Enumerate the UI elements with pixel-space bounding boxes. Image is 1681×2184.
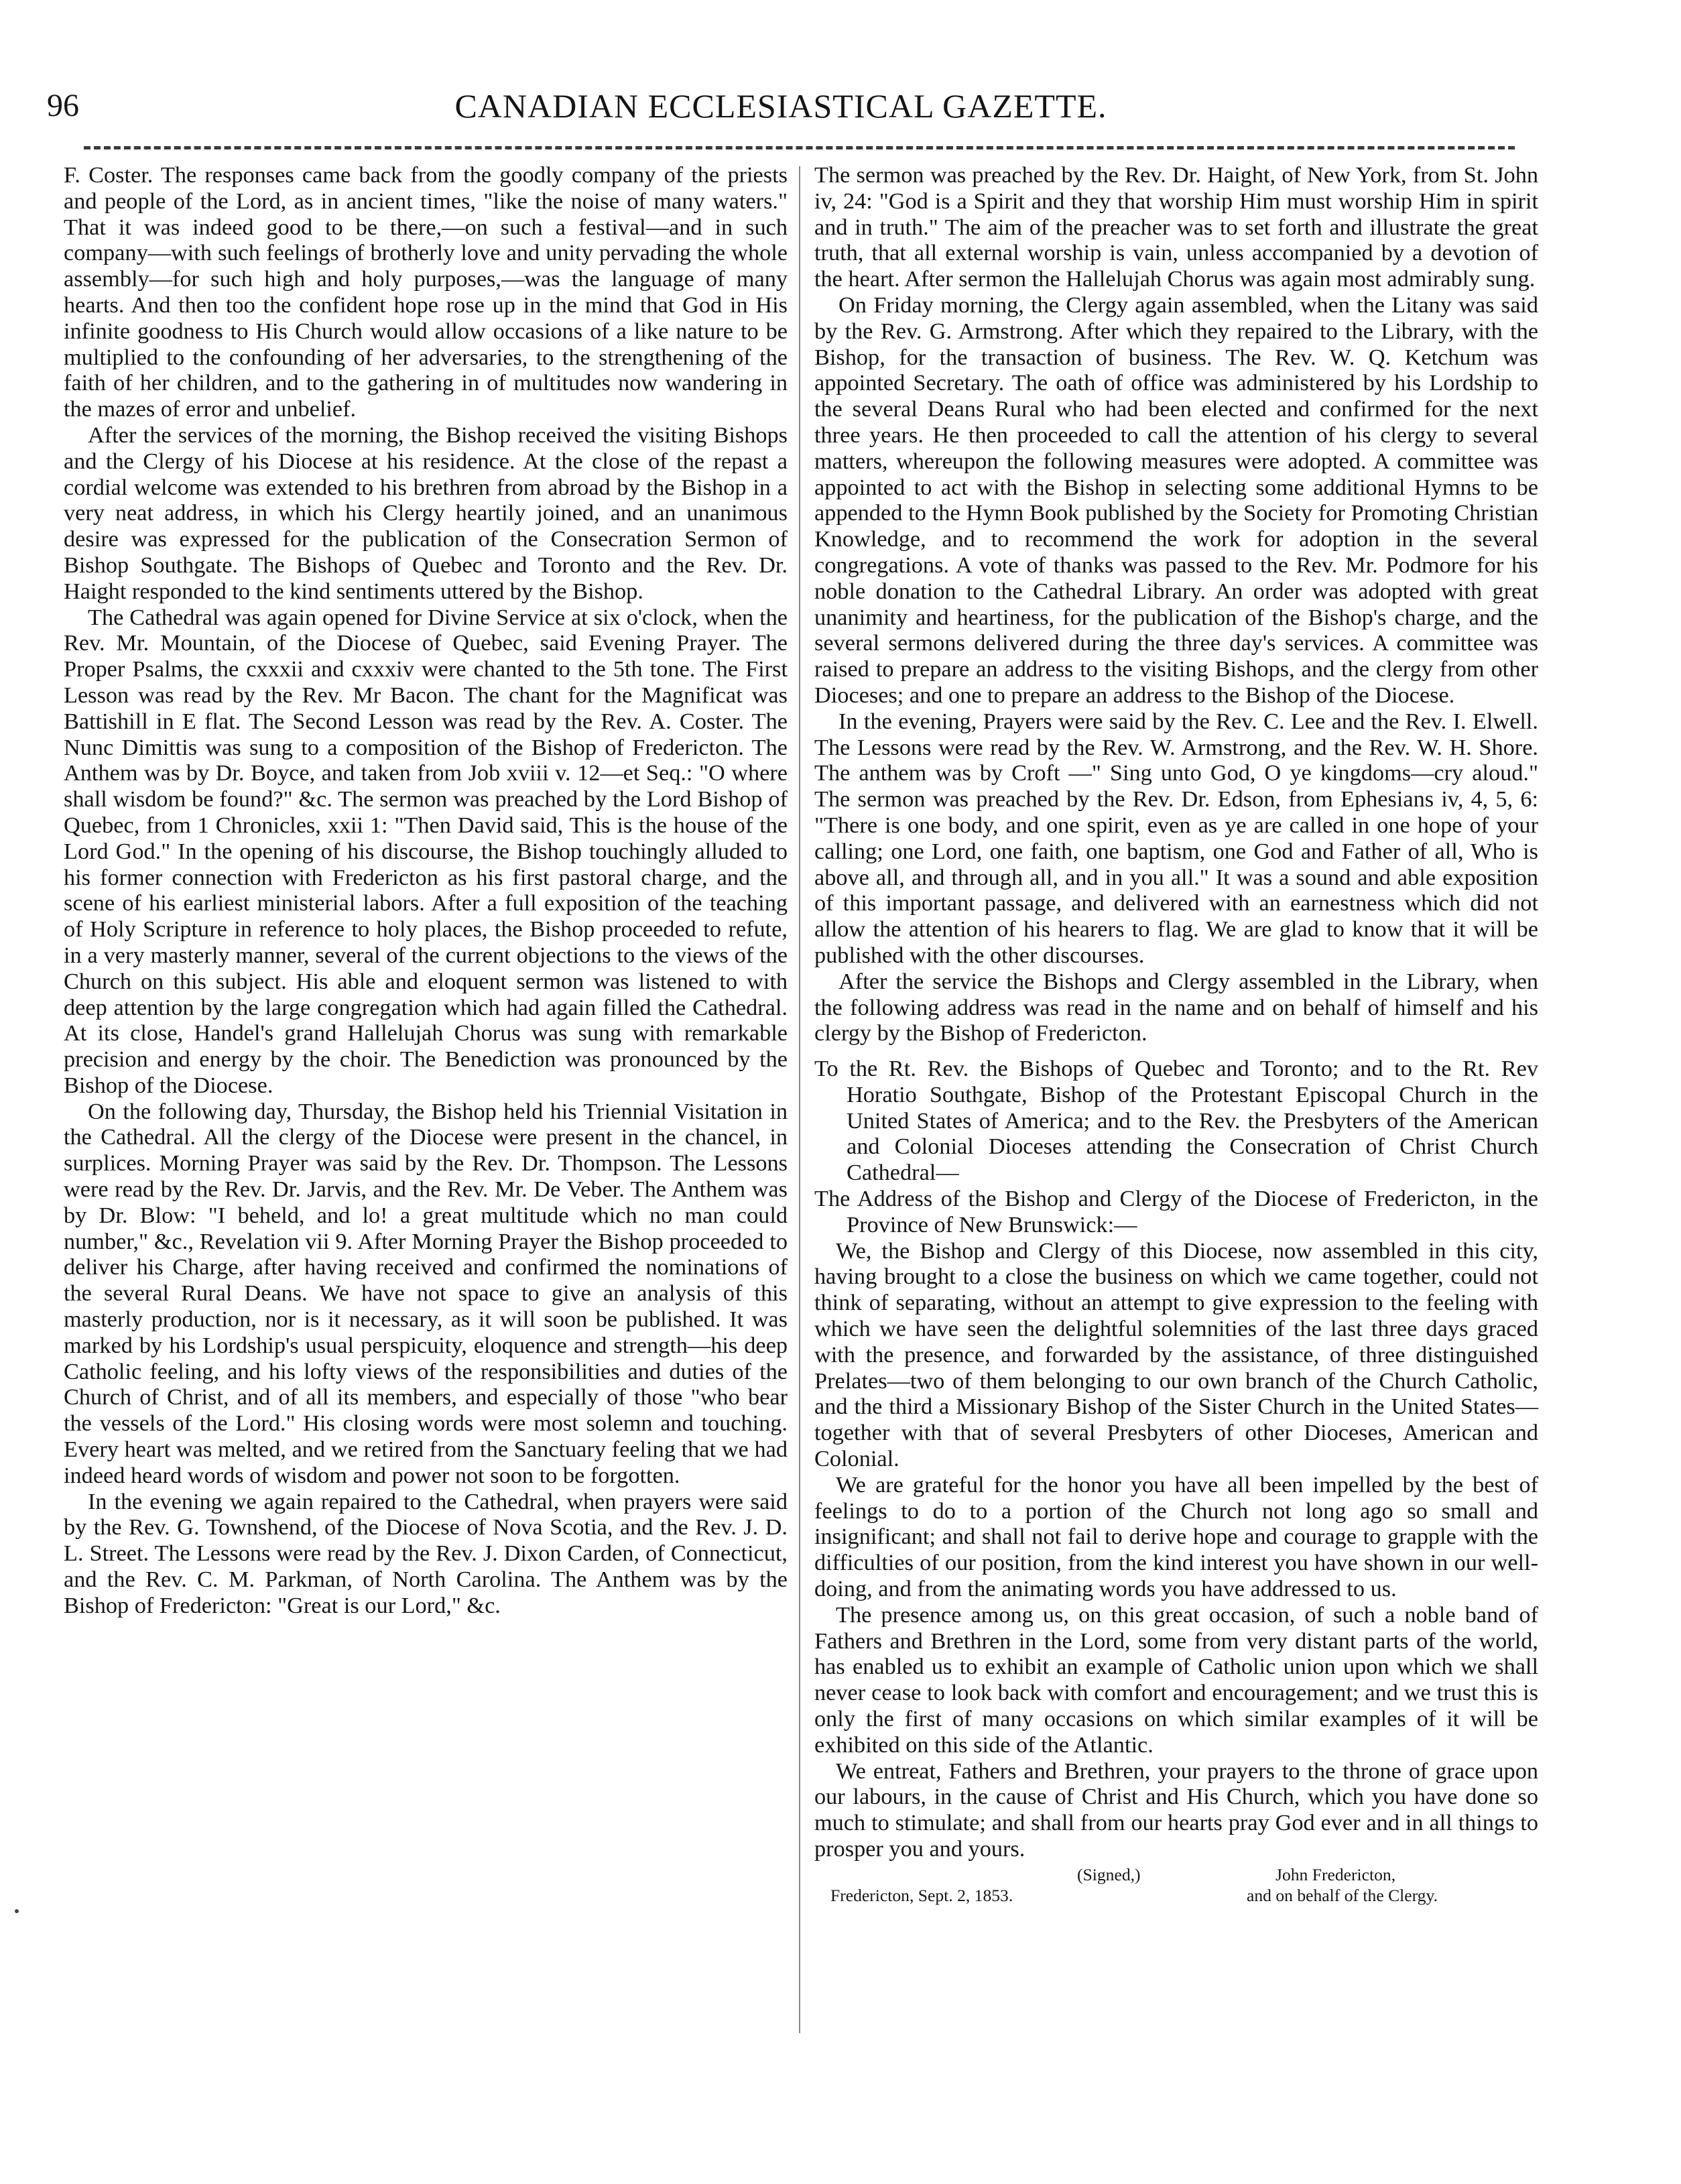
on-behalf-note: and on behalf of the Clergy. [1247,1885,1438,1905]
paragraph: After the services of the morning, the Bishop received the visiting Bishops and the Clergy of his Diocese at his residence. At the close of the repast a cordial welcome was extended to his brethren from abroad by the Bishop in a very neat address, in which his Clergy heartily joined, and an unanimous desire was expressed for the publication of the Consecration Sermon of Bishop Southgate. The Bishops of Quebec and Toronto and the Rev. Dr. Haight responded to the kind sentiments uttered by the Bishop. [64,422,788,604]
signed-note: (Signed,) [1077,1864,1141,1884]
address-block [814,1056,1538,1906]
margin-mark [15,1909,19,1913]
paragraph: The sermon was preached by the Rev. Dr. Haight, of New York, from St. John iv, 24: "God is a Spirit and they that worship Him must worship Him in spirit and in truth." The aim of the preacher was to set forth and illustrate the great truth, that all external worship is vain, unless accompanied by a devotion of the heart. After sermon the Hallelujah Chorus was again most admirably sung. [814,162,1538,292]
paragraph: In the evening we again repaired to the Cathedral, when prayers were said by the Rev. G. Townshend, of the Diocese of Nova Scotia, and the Rev. J. D. L. Street. The Lessons were read by the Rev. J. Dixon Carden, of Connecticut, and the Rev. C. M. Parkman, of North Carolina. The Anthem was by the Bishop of Fredericton: "Great is our Lord," &c. [64,1488,788,1618]
page-number: 96 [47,88,79,123]
paragraph: On Friday morning, the Clergy again assembled, when the Litany was said by the Rev. G. Armstrong. After which they repaired to the Library, with the Bishop, for the transaction of business. The Rev. W. Q. Ketchum was appointed Secretary. The oath of office was administered by his Lordship to the several Deans Rural who had been elected and confirmed for the next three years. He then proceeded to call the attention of his clergy to several matters, whereupon the following measures were adopted. A committee was appointed to act with the Bishop in selecting some additional Hymns to be appended to the Hymn Book published by the Society for Promoting Christian Knowledge, and to recommend the work for adoption in the several congregations. A vote of thanks was passed to the Rev. Mr. Podmore for his noble donation to the Cathedral Library. An order was adopted with great unanimity and heartiness, for the publication of the Bishop's charge, and the several sermons delivered during the three day's services. A committee was raised to prepare an address to the visiting Bishops, and the clergy from other Dioceses; and one to prepare an address to the Bishop of the Diocese. [814,292,1538,708]
page-header [47,86,1515,126]
paragraph: The Cathedral was again opened for Divine Service at six o'clock, when the Rev. Mr. Mountain, of the Diocese of Quebec, said Evening Prayer. The Proper Psalms, the cxxxii and cxxxiv were chanted to the 5th tone. The First Lesson was read by the Rev. Mr Bacon. The chant for the Magnificat was Battishill in E flat. The Second Lesson was read by the Rev. A. Coster. The Nunc Dimittis was sung to a composition of the Bishop of Fredericton. The Anthem was by Dr. Boyce, and taken from Job xviii v. 12—et Seq.: "O where shall wisdom be found?" &c. The sermon was preached by the Lord Bishop of Quebec, from 1 Chronicles, xxii 1: "Then David said, This is the house of the Lord God." In the opening of his discourse, the Bishop touchingly alluded to his former connection with Fredericton as his first pastoral charge, and the scene of his earliest ministerial labors. After a full exposition of the teaching of Holy Scripture in reference to holy places, the Bishop proceeded to refute, in a very masterly manner, several of the current objections to the views of the Church on this subject. His able and eloquent sermon was listened to with deep attention by the large congregation which had again filled the Cathedral. At its close, Handel's grand Hallelujah Chorus was sung with remarkable precision and energy by the choir. The Benediction was pronounced by the Bishop of the Diocese. [64,604,788,1098]
signature-block [814,1865,1538,1906]
address-paragraph: We are grateful for the honor you have all been impelled by the best of feelings to do to a portion of the Church not long ago so small and insignificant; and shall not fail to derive hope and courage to grapple with the difficulties of our position, from the kind interest you have shown in our well-doing, and from the animating words you have addressed to us. [814,1471,1538,1602]
right-column [814,162,1538,1906]
column-divider [799,166,800,2033]
paragraph: After the service the Bishops and Clergy assembled in the Library, when the following address was read in the name and on behalf of himself and his clergy by the Bishop of Fredericton. [814,968,1538,1046]
paragraph: F. Coster. The responses came back from the goodly company of the priests and people of the Lord, as in ancient times, "like the noise of many waters." That it was indeed good to be there,—on such a festival—and in such company—with such feelings of brotherly love and unity pervading the whole assembly—for such high and holy purposes,—was the language of many hearts. And then too the confident hope rose up in the mind that God in His infinite goodness to His Church would allow occasions of a like nature to be multiplied to the confounding of her adversaries, to the strengthening of the faith of her children, and to the gathering in of multitudes now wandering in the mazes of error and unbelief. [64,162,788,422]
signer-name: John Fredericton, [1275,1864,1396,1884]
address-salutation: To the Rt. Rev. the Bishops of Quebec and Toronto; and to the Rt. Rev Horatio Southgate, Bishop of the Protestant Episcopal Church in the United States of America; and to the Rev. the Presbyters of the American and Colonial Dioceses attending the Consecration of Christ Church Cathedral— [814,1056,1538,1186]
running-title: CANADIAN ECCLESIASTICAL GAZETTE. [454,87,1107,125]
address-heading: The Address of the Bishop and Clergy of the Diocese of Fredericton, in the Province of New Brunswick:— [814,1186,1538,1237]
paragraph: On the following day, Thursday, the Bishop held his Triennial Visitation in the Cathedral. All the clergy of the Diocese were present in the chancel, in surplices. Morning Prayer was said by the Rev. Dr. Thompson. The Lessons were read by the Rev. Dr. Jarvis, and the Rev. Mr. De Veber. The Anthem was by Dr. Blow: "I beheld, and lo! a great multitude which no man could number," &c., Revelation vii 9. After Morning Prayer the Bishop proceeded to deliver his Charge, after having received and confirmed the nominations of the several Rural Deans. We have not space to give an analysis of this masterly production, nor is it necessary, as it will soon be published. It was marked by his Lordship's usual perspicuity, eloquence and strength—his deep Catholic feeling, and his lofty views of the responsibilities and duties of the Church of Christ, and of all its members, and especially of those "who bear the vessels of the Lord." His closing words were most solemn and touching. Every heart was melted, and we retired from the Sanctuary feeling that we had indeed heard words of wisdom and power not soon to be forgotten. [64,1098,788,1488]
address-paragraph: We, the Bishop and Clergy of this Diocese, now assembled in this city, having brought to a close the business on which we came together, could not think of separating, without an attempt to give expression to the feeling with which we have seen the delightful solemnities of the last three days graced with the presence, and forwarded by the assistance, of three distinguished Prelates—two of them belonging to our own branch of the Church Catholic, and the third a Missionary Bishop of the Sister Church in the United States—together with that of several Presbyters of other Dioceses, American and Colonial. [814,1237,1538,1472]
place-date: Fredericton, Sept. 2, 1853. [830,1885,1013,1905]
paragraph: In the evening, Prayers were said by the Rev. C. Lee and the Rev. I. Elwell. The Lessons were read by the Rev. W. Armstrong, and the Rev. W. H. Shore. The anthem was by Croft —" Sing unto God, O ye kingdoms—cry aloud." The sermon was preached by the Rev. Dr. Edson, from Ephesians iv, 4, 5, 6: "There is one body, and one spirit, even as ye are called in one hope of your calling; one Lord, one faith, one baptism, one God and Father of all, Who is above all, and through all, and in you all." It was a sound and able exposition of this important passage, and delivered with an earnestness which did not allow the attention of his hearers to flag. We are glad to know that it will be published with the other discourses. [814,708,1538,968]
address-paragraph: We entreat, Fathers and Brethren, your prayers to the throne of grace upon our labours, in the cause of Christ and His Church, which you have done so much to stimulate; and shall from our hearts pray God ever and in all things to prosper you and yours. [814,1758,1538,1862]
header-rule [84,146,1515,149]
address-paragraph: The presence among us, on this great occasion, of such a noble band of Fathers and Brethren in the Lord, some from very distant parts of the world, has enabled us to exhibit an example of Catholic union upon which we shall never cease to look back with comfort and encouragement; and we trust this is only the first of many occasions on which similar examples of it will be exhibited on this side of the Atlantic. [814,1601,1538,1758]
left-column [64,162,788,1619]
